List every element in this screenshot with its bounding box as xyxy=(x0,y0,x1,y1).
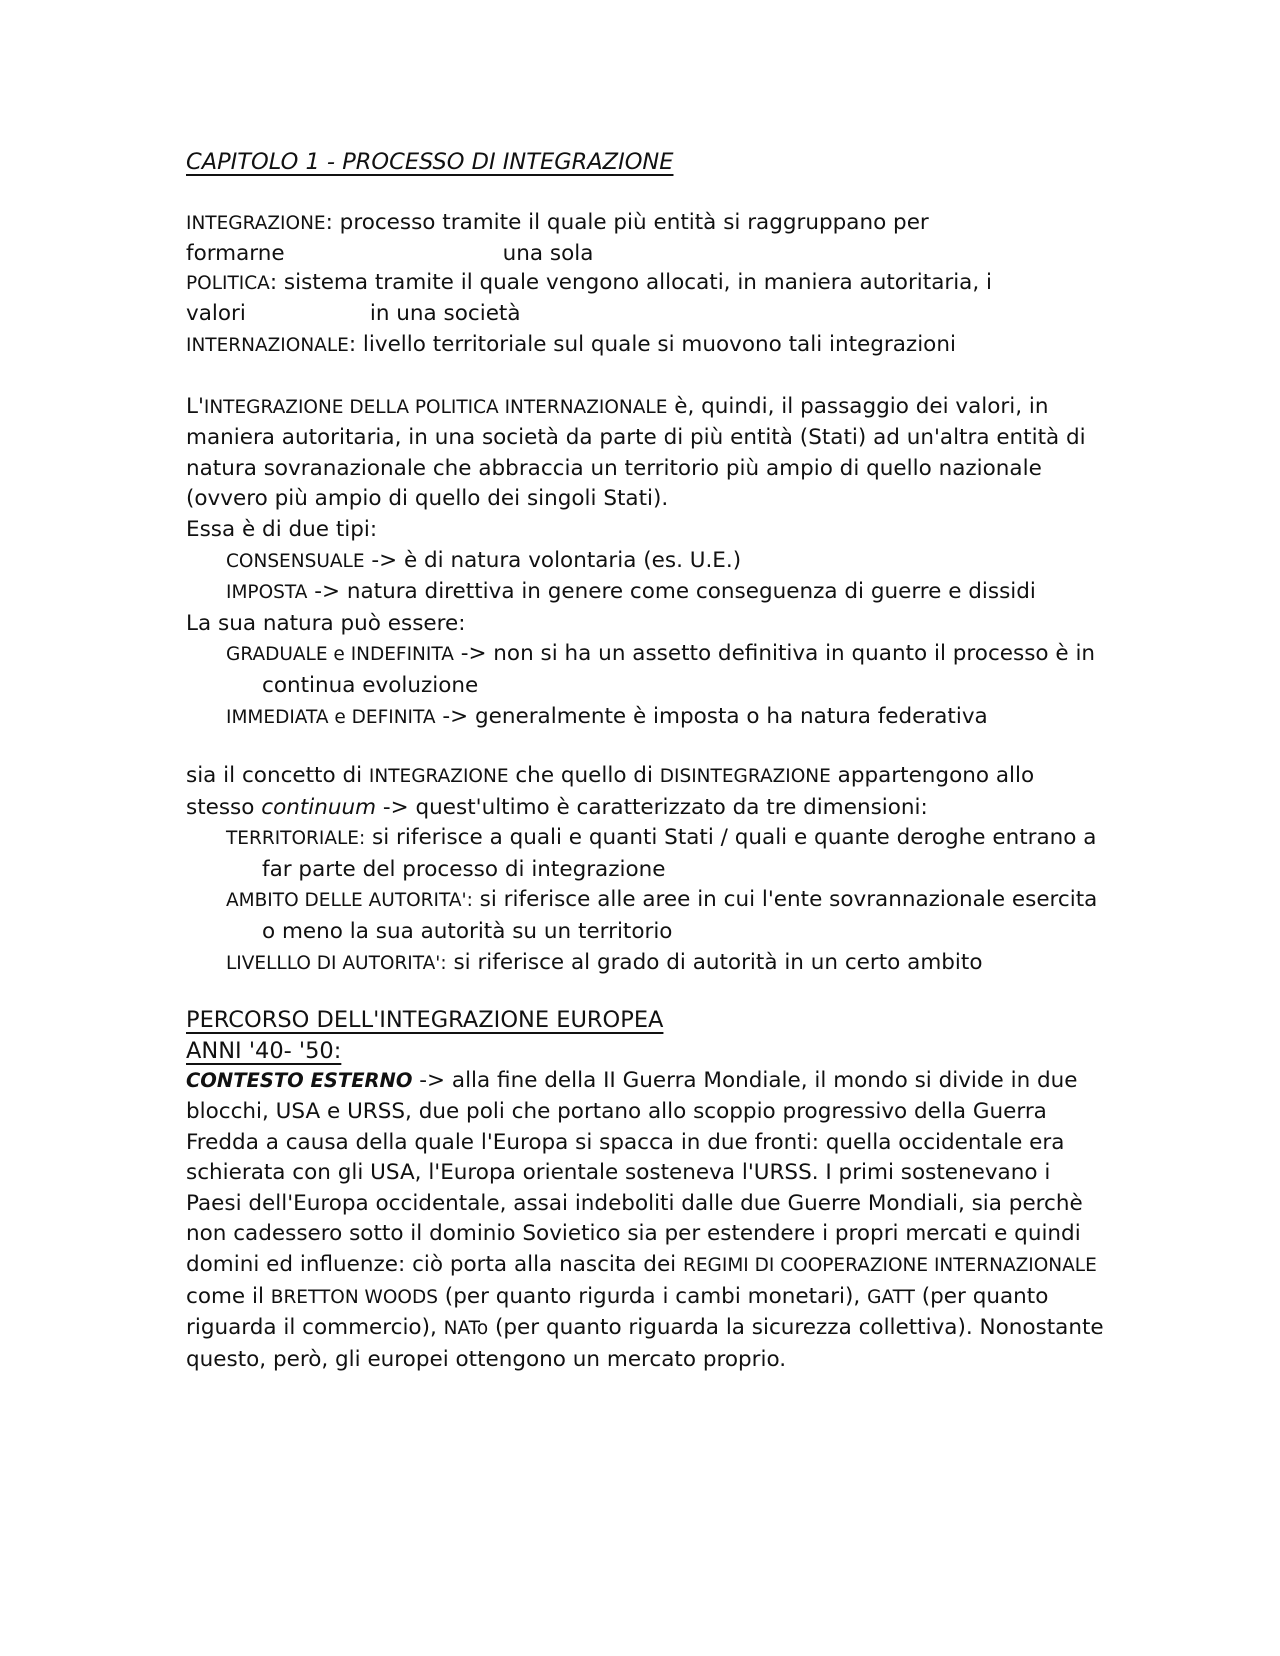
section-subheading: ANNI '40- '50: xyxy=(186,1037,342,1064)
spacer xyxy=(186,362,1106,392)
document-body xyxy=(186,147,1106,1375)
term-integrazione: INTEGRAZIONE xyxy=(186,212,326,234)
contesto-paragraph: CONTESTO ESTERNO -> alla fine della II Guerra Mondiale, il mondo si divide in due blocchi, USA e URSS, due poli che portano allo scoppio progressivo della Guerra Fredda a causa della quale l'Europa si spacca in due fronti: quella occidentale era schierata con gli USA, l'Europa orientale sosteneva l'URSS. I primi sostenevano i Paesi dell'Europa occidentale, assai indeboliti dalle due Guerre Mondiali, sia perchè non cadessero sotto il dominio Sovietico sia per estendere i propri mercati e quindi domini ed influenze: ciò porta alla nascita dei REGIMI DI COOPERAZIONE INTERNAZIONALE come il BRETTON WOODS (per quanto rigurda i cambi monetari), GATT (per quanto riguarda il commercio), NATo (per quanto riguarda la sicurezza collettiva). Nonostante questo, però, gli europei ottengono un mercato proprio. xyxy=(186,1068,1104,1372)
definition-internazionale: INTERNAZIONALE: livello territoriale sul quale si muovono tali integrazioni xyxy=(186,331,956,357)
types-heading: Essa è di due tipi: xyxy=(186,516,378,542)
nature-graduale: GRADUALE e INDEFINITA -> non si ha un assetto definitiva in quanto il processo è in continua evoluzione xyxy=(226,641,1096,698)
intro-paragraph: L'INTEGRAZIONE DELLA POLITICA INTERNAZIONALE è, quindi, il passaggio dei valori, in maniera autoritaria, in una società da parte di più entità (Stati) ad un'altra entità di natura sovranazionale che abbraccia un territorio più ampio di quello nazionale (ovvero più ampio di quello dei singoli Stati). xyxy=(186,393,1086,512)
definition-integrazione: INTEGRAZIONE: processo tramite il quale più entità si raggruppano per formarne una sola xyxy=(186,209,929,267)
chapter-title: CAPITOLO 1 - PROCESSO DI INTEGRAZIONE xyxy=(186,149,674,175)
term-politica: POLITICA xyxy=(186,272,270,294)
section-heading: PERCORSO DELL'INTEGRAZIONE EUROPEA xyxy=(186,1007,664,1034)
nature-heading: La sua natura può essere: xyxy=(186,610,466,636)
definition-politica: POLITICA: sistema tramite il quale vengono allocati, in maniera autoritaria, i valori in una società xyxy=(186,269,992,327)
spacer xyxy=(186,178,1106,208)
type-imposta: IMPOSTA -> natura direttiva in genere come conseguenza di guerre e dissidi xyxy=(226,579,1036,605)
nature-immediata: IMMEDIATA e DEFINITA -> generalmente è imposta o ha natura federativa xyxy=(226,703,988,729)
spacer xyxy=(186,733,1106,761)
dimension-territoriale: TERRITORIALE: si riferisce a quali e quanti Stati / quali e quante deroghe entrano a far parte del processo di integrazione xyxy=(226,825,1097,882)
spacer xyxy=(186,979,1106,1005)
dimension-livello: LIVELLLO DI AUTORITA': si riferisce al grado di autorità in un certo ambito xyxy=(226,949,983,975)
term-internazionale: INTERNAZIONALE xyxy=(186,334,349,356)
type-consensuale: CONSENSUALE -> è di natura volontaria (es. U.E.) xyxy=(226,547,742,573)
dimension-ambito: AMBITO DELLE AUTORITA': si riferisce alle aree in cui l'ente sovrannazionale esercita o meno la sua autorità su un territorio xyxy=(226,887,1098,945)
continuum-paragraph: sia il concetto di INTEGRAZIONE che quello di DISINTEGRAZIONE appartengono allo stesso continuum -> quest'ultimo è caratterizzato da tre dimensioni: xyxy=(186,763,1035,820)
